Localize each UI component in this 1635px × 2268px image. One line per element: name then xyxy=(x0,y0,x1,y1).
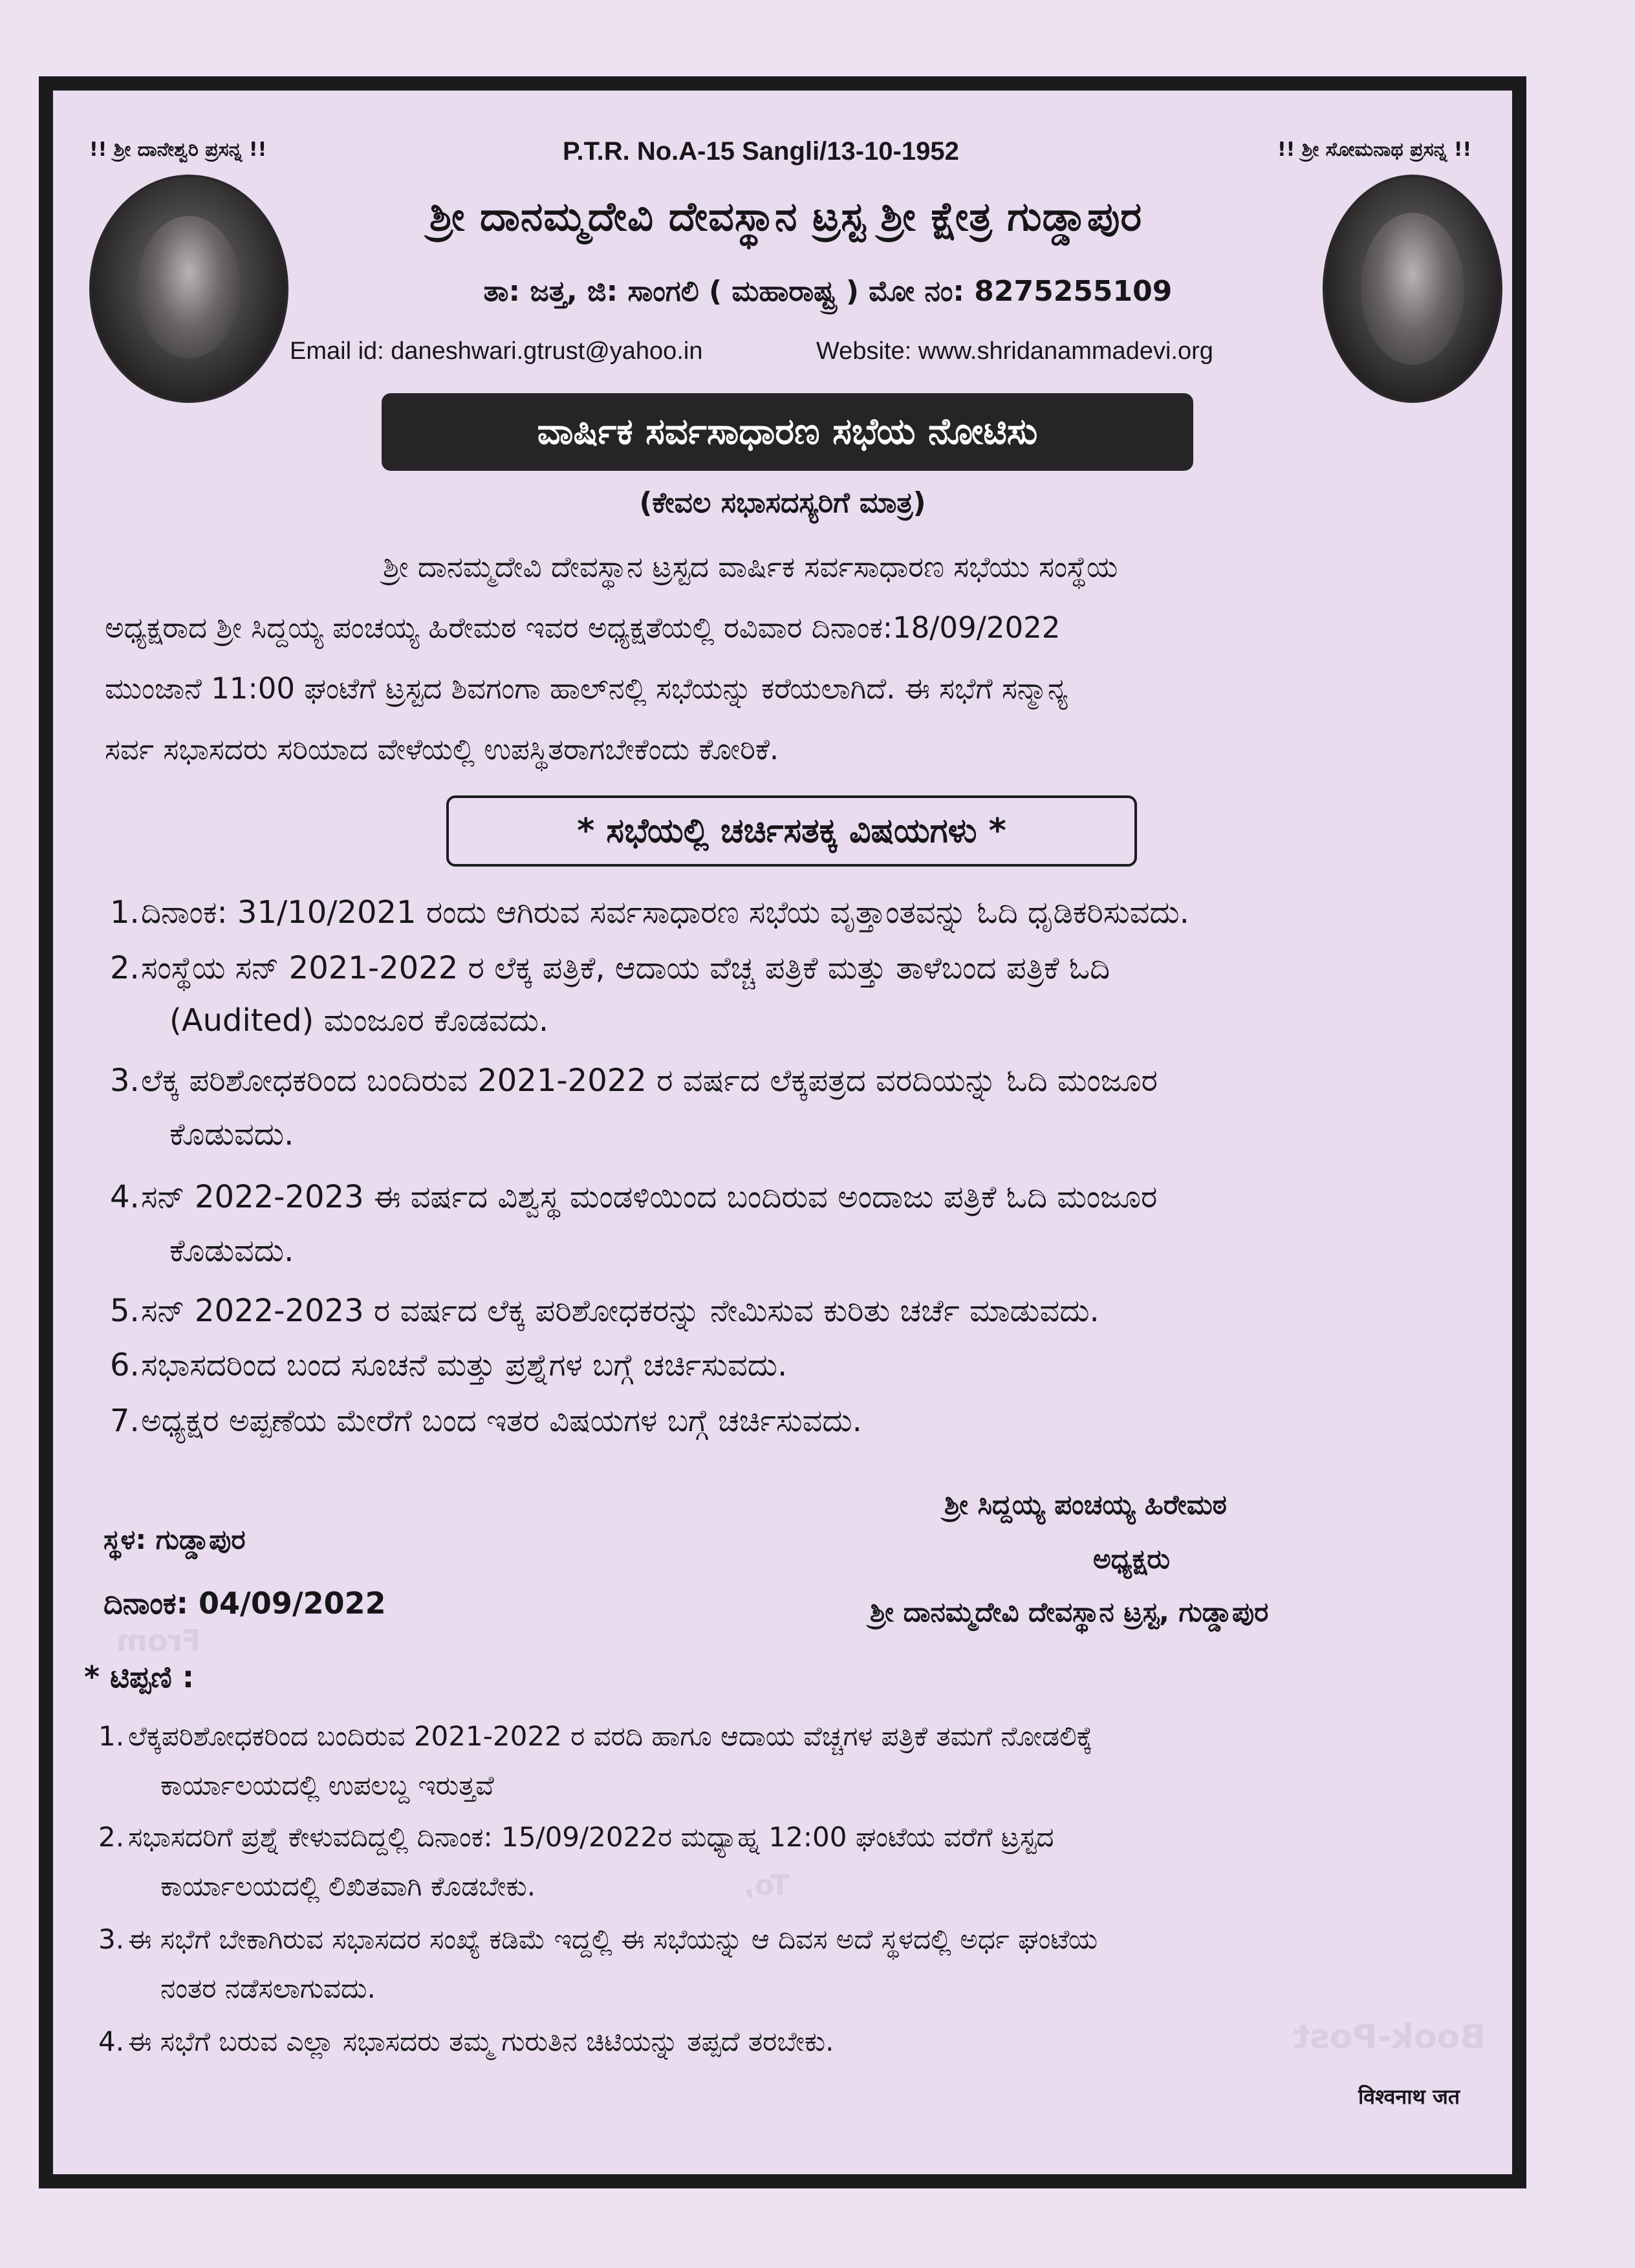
blessing-right: !! ಶ್ರೀ ಸೋಮನಾಥ ಪ್ರಸನ್ನ !! xyxy=(1277,138,1472,161)
agenda-item: 3.ಲೆಕ್ಕ ಪರಿಶೋಧಕರಿಂದ ಬಂದಿರುವ 2021-2022 ರ ವರ್ಷದ ಲೆಕ್ಕಪತ್ರದ ವರದಿಯನ್ನು ಓದಿ ಮಂಜೂರ xyxy=(110,1063,1158,1099)
agenda-item: 7.ಅಧ್ಯಕ್ಷರ ಅಪ್ಪಣೆಯ ಮೇರೆಗೆ ಬಂದ ಇತರ ವಿಷಯಗಳ ಬಗ್ಗೆ ಚರ್ಚಿಸುವದು. xyxy=(110,1403,862,1439)
agenda-item: 6.ಸಭಾಸದರಿಂದ ಬಂದ ಸೂಚನೆ ಮತ್ತು ಪ್ರಶ್ನೆಗಳ ಬಗ್ಗೆ ಚರ್ಚಿಸುವದು. xyxy=(110,1347,788,1383)
signatory-org: ಶ್ರೀ ದಾನಮ್ಮದೇವಿ ದೇವಸ್ಥಾನ ಟ್ರಸ್ಟ, ಗುಡ್ಡಾಪುರ xyxy=(870,1596,1269,1628)
note-item-continuation: ನಂತರ ನಡೆಸಲಾಗುವದು. xyxy=(160,1972,376,2004)
email-id: Email id: daneshwari.gtrust@yahoo.in xyxy=(290,338,703,365)
show-through-to: To, xyxy=(744,1869,790,1902)
note-item-continuation: ಕಾರ್ಯಾಲಯದಲ್ಲಿ ಉಪಲಬ್ದ ಇರುತ್ತವೆ xyxy=(160,1769,494,1801)
agenda-item: 4.ಸನ್ 2022-2023 ಈ ವರ್ಷದ ವಿಶ್ವಸ್ಥ ಮಂಡಳಿಯಿಂದ ಬಂದಿರುವ ಅಂದಾಜು ಪತ್ರಿಕೆ ಓದಿ ಮಂಜೂರ xyxy=(110,1179,1158,1215)
agenda-heading: * ಸಭೆಯಲ್ಲಿ ಚರ್ಚಿಸತಕ್ಕ ವಿಷಯಗಳು * xyxy=(446,795,1137,867)
deity-image-left xyxy=(89,175,288,403)
body-line-3: ಮುಂಜಾನೆ 11:00 ಘಂಟೆಗೆ ಟ್ರಸ್ಟದ ಶಿವಗಂಗಾ ಹಾಲ್‌ನಲ್ಲಿ ಸಭೆಯನ್ನು ಕರೆಯಲಾಗಿದೆ. ಈ ಸಭೆಗೆ ಸನ್ಮಾನ್ಯ xyxy=(105,671,1068,706)
notice-date: ದಿನಾಂಕ: 04/09/2022 xyxy=(103,1586,386,1621)
notes-heading: * ಟಿಪ್ಪಣಿ : xyxy=(84,1659,195,1694)
agenda-item-continuation: ಕೊಡುವದು. xyxy=(169,1233,294,1269)
deity-image-right xyxy=(1323,175,1502,403)
notice-body xyxy=(105,537,1515,780)
note-item: 4. ಈ ಸಭೆಗೆ ಬರುವ ಎಲ್ಲಾ ಸಭಾಸದರು ತಮ್ಮ ಗುರುತಿನ ಚಿಟಿಯನ್ನು ತಪ್ಪದೆ ತರಬೇಕು. xyxy=(98,2025,834,2057)
agenda-item-continuation: (Audited) ಮಂಜೂರ ಕೊಡವದು. xyxy=(169,1002,549,1039)
show-through-from: From xyxy=(116,1623,201,1658)
agenda-item: 1.ದಿನಾಂಕ: 31/10/2021 ರಂದು ಆಗಿರುವ ಸರ್ವಸಾಧಾರಣ ಸಭೆಯ ವೃತ್ತಾಂತವನ್ನು ಓದಿ ಧೃಡಿಕರಿಸುವದು. xyxy=(110,894,1189,931)
body-line-2: ಅಧ್ಯಕ್ಷರಾದ ಶ್ರೀ ಸಿದ್ದಯ್ಯ ಪಂಚಯ್ಯ ಹಿರೇಮಠ ಇವರ ಅಧ್ಯಕ್ಷತೆಯಲ್ಲಿ ರವಿವಾರ ದಿನಾಂಕ:18/09/2022 xyxy=(105,610,1061,645)
notice-title: ವಾರ್ಷಿಕ ಸರ್ವಸಾಧಾರಣ ಸಭೆಯ ನೋಟಿಸು xyxy=(382,393,1193,471)
body-line-4: ಸರ್ವ ಸಭಾಸದರು ಸರಿಯಾದ ವೇಳೆಯಲ್ಲಿ ಉಪಸ್ಥಿತರಾಗಬೇಕೆಂದು ಕೋರಿಕೆ. xyxy=(105,732,779,766)
agenda-item: 2.ಸಂಸ್ಥೆಯ ಸನ್ 2021-2022 ರ ಲೆಕ್ಕ ಪತ್ರಿಕೆ, ಆದಾಯ ವೆಚ್ಚ ಪತ್ರಿಕೆ ಮತ್ತು ತಾಳೆಬಂದ ಪತ್ರಿಕೆ ಓದಿ xyxy=(110,950,1110,986)
show-through-book-post: Book-Post xyxy=(1294,2018,1486,2057)
notice-subtitle: (ಕೇವಲ ಸಭಾಸದಸ್ಯರಿಗೆ ಮಾತ್ರ) xyxy=(639,486,926,519)
note-item: 1. ಲೆಕ್ಕಪರಿಶೋಧಕರಿಂದ ಬಂದಿರುವ 2021-2022 ರ ವರದಿ ಹಾಗೂ ಆದಾಯ ವೆಚ್ಚಗಳ ಪತ್ರಿಕೆ ತಮಗೆ ನೋಡಲಿಕ್ಕೆ xyxy=(98,1720,1093,1752)
place: ಸ್ಥಳ: ಗುಡ್ಡಾಪುರ xyxy=(103,1524,246,1555)
blessing-left: !! ಶ್ರೀ ದಾನೇಶ್ವರಿ ಪ್ರಸನ್ನ !! xyxy=(89,138,267,161)
website: Website: www.shridanammadevi.org xyxy=(816,338,1213,365)
signatory-name: ಶ್ರೀ ಸಿದ್ದಯ್ಯ ಪಂಚಯ್ಯ ಹಿರೇಮಠ xyxy=(944,1489,1227,1520)
printer-name: विश्वनाथ जत xyxy=(1358,2084,1460,2109)
note-item: 2. ಸಭಾಸದರಿಗೆ ಪ್ರಶ್ನೆ ಕೇಳುವದಿದ್ದಲ್ಲಿ ದಿನಾಂಕ: 15/09/2022ರ ಮಧ್ಯಾಹ್ನ 12:00 ಘಂಟೆಯ ವರೆಗೆ ಟ್ರಸ್ಟದ xyxy=(98,1821,1054,1853)
note-item-continuation: ಕಾರ್ಯಾಲಯದಲ್ಲಿ ಲಿಖಿತವಾಗಿ ಕೊಡಬೇಕು. xyxy=(160,1870,536,1902)
agenda-item-continuation: ಕೊಡುವದು. xyxy=(169,1116,294,1152)
note-item: 3. ಈ ಸಭೆಗೆ ಬೇಕಾಗಿರುವ ಸಭಾಸದರ ಸಂಖ್ಯೆ ಕಡಿಮೆ ಇದ್ದಲ್ಲಿ ಈ ಸಭೆಯನ್ನು ಆ ದಿವಸ ಅದೆ ಸ್ಥಳದಲ್ಲಿ ಅರ್ಧ ಘಂಟೆಯ xyxy=(98,1923,1098,1955)
ptr-number: P.T.R. No.A-15 Sangli/13-10-1952 xyxy=(563,137,959,166)
signatory-role: ಅಧ್ಯಕ್ಷರು xyxy=(1093,1543,1170,1575)
org-address: ತಾ: ಜತ್ತ, ಜಿ: ಸಾಂಗಲಿ ( ಮಹಾರಾಷ್ಟ್ರ ) ಮೋ ನಂ: 8275255109 xyxy=(483,275,1173,308)
body-line-1: ಶ್ರೀ ದಾನಮ್ಮದೇವಿ ದೇವಸ್ಥಾನ ಟ್ರಸ್ಟದ ವಾರ್ಷಿಕ ಸರ್ವಸಾಧಾರಣ ಸಭೆಯು ಸಂಸ್ಥೆಯ xyxy=(383,550,1118,584)
agenda-item: 5.ಸನ್ 2022-2023 ರ ವರ್ಷದ ಲೆಕ್ಕ ಪರಿಶೋಧಕರನ್ನು ನೇಮಿಸುವ ಕುರಿತು ಚರ್ಚೆ ಮಾಡುವದು. xyxy=(110,1293,1099,1329)
org-name: ಶ್ರೀ ದಾನಮ್ಮದೇವಿ ದೇವಸ್ಥಾನ ಟ್ರಸ್ಟ ಶ್ರೀ ಕ್ಷೇತ್ರ ಗುಡ್ಡಾಪುರ xyxy=(429,193,1143,240)
